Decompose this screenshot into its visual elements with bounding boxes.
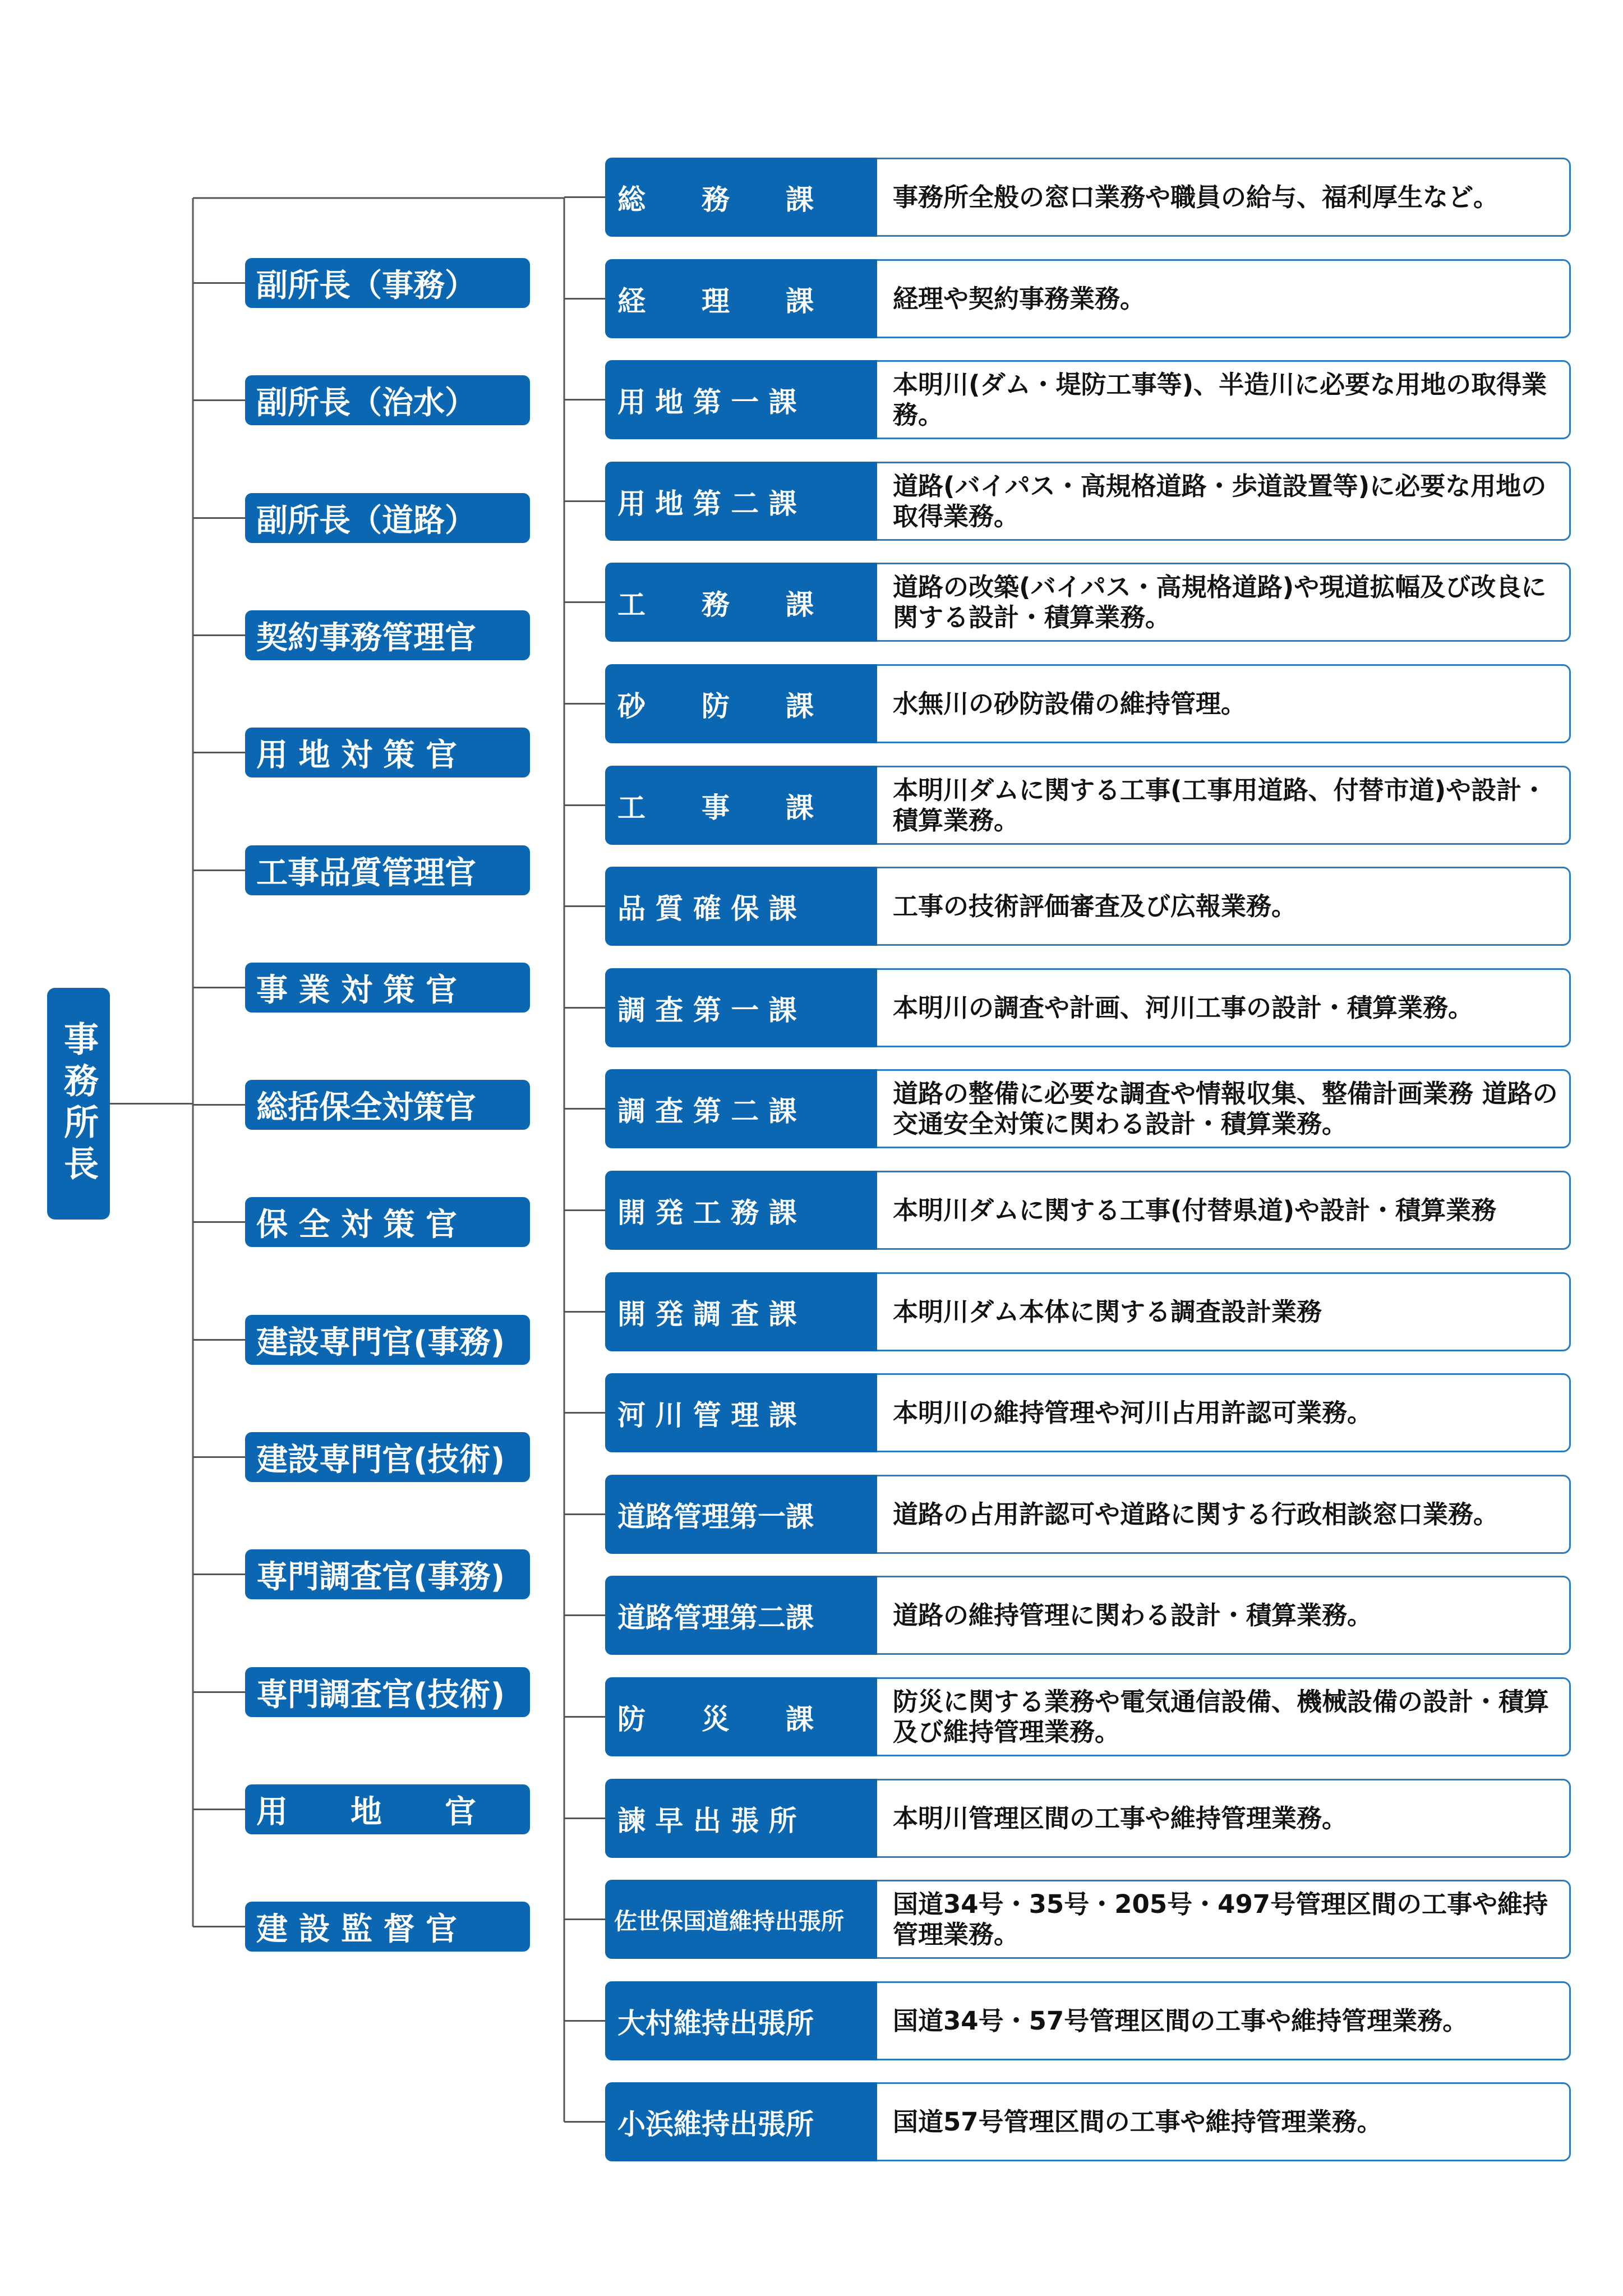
department-name-box xyxy=(605,664,877,743)
department-name-box xyxy=(605,563,877,642)
department-row xyxy=(605,360,1571,439)
department-description: 経理や契約事務業務。 xyxy=(893,283,1146,314)
department-name-box xyxy=(605,1981,877,2060)
department-name: 防 災 課 xyxy=(617,1703,814,1736)
department-description-box xyxy=(874,1171,1571,1250)
department-name: 調 査 第 二 課 xyxy=(617,1094,797,1128)
deputy-box xyxy=(245,728,530,777)
deputy-label: 専門調査官(技術) xyxy=(256,1676,505,1713)
department-row xyxy=(605,462,1571,541)
department-description-box xyxy=(874,158,1571,237)
department-description: 水無川の砂防設備の維持管理。 xyxy=(893,688,1247,719)
department-name: 工 事 課 xyxy=(617,791,814,824)
department-row xyxy=(605,1373,1571,1452)
deputy-box xyxy=(245,258,530,308)
deputy-box xyxy=(245,1667,530,1717)
department-name: 佐世保国道維持出張所 xyxy=(614,1908,844,1935)
department-name-box xyxy=(605,462,877,541)
department-description-box xyxy=(874,867,1571,946)
department-description: 本明川の調査や計画、河川工事の設計・積算業務。 xyxy=(893,992,1474,1023)
department-row xyxy=(605,1880,1571,1959)
deputy-label: 契約事務管理官 xyxy=(256,619,476,656)
department-description: 国道34号・57号管理区間の工事や維持管理業務。 xyxy=(893,2005,1468,2036)
deputy-label: 保 全 対 策 官 xyxy=(256,1206,457,1243)
department-row xyxy=(605,158,1571,237)
department-description: 国道57号管理区間の工事や維持管理業務。 xyxy=(893,2106,1382,2137)
department-description-box xyxy=(874,1981,1571,2060)
department-name-box xyxy=(605,1880,877,1959)
department-name-box xyxy=(605,1677,877,1756)
department-description: 道路の維持管理に関わる設計・積算業務。 xyxy=(893,1600,1373,1630)
department-name: 道路管理第一課 xyxy=(617,1500,814,1533)
department-name: 道路管理第二課 xyxy=(617,1601,814,1634)
deputy-label: 用 地 対 策 官 xyxy=(256,737,457,774)
deputy-box xyxy=(245,493,530,543)
department-description-box xyxy=(874,1880,1571,1959)
department-description-box xyxy=(874,1576,1571,1655)
department-name-box xyxy=(605,259,877,338)
department-name: 砂 防 課 xyxy=(617,689,814,723)
department-name: 開 発 調 査 課 xyxy=(617,1297,797,1331)
department-description: 道路の占用許認可や道路に関する行政相談窓口業務。 xyxy=(893,1499,1499,1529)
department-row xyxy=(605,1475,1571,1554)
department-name: 経 理 課 xyxy=(617,284,814,318)
deputy-label: 専門調査官(事務) xyxy=(256,1558,505,1595)
department-description: 道路の整備に必要な調査や情報収集、整備計画業務 道路の交通安全対策に関わる設計・積算業務。 xyxy=(893,1079,1558,1139)
department-name: 用 地 第 二 課 xyxy=(617,487,797,520)
deputy-label: 建 設 監 督 官 xyxy=(256,1911,457,1948)
department-description: 防災に関する業務や電気通信設備、機械設備の設計・積算及び維持管理業務。 xyxy=(893,1687,1550,1747)
deputy-label: 建設専門官(事務) xyxy=(256,1324,505,1361)
department-description-box xyxy=(874,1069,1571,1148)
deputy-box xyxy=(245,1315,530,1365)
department-description-box xyxy=(874,1272,1571,1351)
department-description-box xyxy=(874,259,1571,338)
department-name: 総 務 課 xyxy=(617,183,814,216)
department-description-box xyxy=(874,968,1571,1047)
deputy-box xyxy=(245,1080,530,1130)
department-name: 諫 早 出 張 所 xyxy=(617,1804,797,1837)
department-description: 工事の技術評価審査及び広報業務。 xyxy=(893,891,1297,921)
department-name: 大村維持出張所 xyxy=(617,2007,814,2040)
deputy-box xyxy=(245,963,530,1013)
department-description-box xyxy=(874,462,1571,541)
deputy-box xyxy=(245,1784,530,1834)
deputy-label: 総括保全対策官 xyxy=(256,1089,476,1126)
department-name: 用 地 第 一 課 xyxy=(617,385,797,418)
office-director-label: 事務所長 xyxy=(58,1020,99,1187)
department-name-box xyxy=(605,1475,877,1554)
deputy-box xyxy=(245,1902,530,1952)
department-description-box xyxy=(874,563,1571,642)
office-director-box xyxy=(47,988,110,1220)
department-row xyxy=(605,968,1571,1047)
department-description: 道路(バイパス・高規格道路・歩道設置等)に必要な用地の取得業務。 xyxy=(893,471,1547,531)
department-name-box xyxy=(605,1576,877,1655)
deputy-label: 事 業 対 策 官 xyxy=(256,972,457,1009)
department-name-box xyxy=(605,2082,877,2161)
department-name: 開 発 工 務 課 xyxy=(617,1196,797,1229)
department-row xyxy=(605,563,1571,642)
department-row xyxy=(605,2082,1571,2161)
department-name-box xyxy=(605,968,877,1047)
department-name: 工 務 課 xyxy=(617,588,814,621)
department-row xyxy=(605,1677,1571,1756)
department-description-box xyxy=(874,360,1571,439)
deputy-label: 建設専門官(技術) xyxy=(256,1441,505,1478)
department-name: 小浜維持出張所 xyxy=(617,2108,814,2141)
department-description: 道路の改築(バイパス・高規格道路)や現道拡幅及び改良に関する設計・積算業務。 xyxy=(893,572,1547,632)
department-description-box xyxy=(874,1779,1571,1858)
department-description: 本明川の維持管理や河川占用許認可業務。 xyxy=(893,1397,1373,1428)
department-description-box xyxy=(874,766,1571,845)
deputy-box xyxy=(245,1197,530,1247)
deputy-label: 工事品質管理官 xyxy=(256,854,476,891)
deputy-label: 副所長（治水） xyxy=(256,384,476,421)
department-description: 本明川ダム本体に関する調査設計業務 xyxy=(893,1296,1322,1327)
department-name-box xyxy=(605,158,877,237)
deputy-box xyxy=(245,845,530,895)
department-name-box xyxy=(605,360,877,439)
department-name: 品 質 確 保 課 xyxy=(617,892,797,925)
department-row xyxy=(605,1069,1571,1148)
department-row xyxy=(605,1272,1571,1351)
department-description: 本明川管理区間の工事や維持管理業務。 xyxy=(893,1803,1348,1833)
deputy-label: 用 地 官 xyxy=(256,1793,476,1830)
department-description-box xyxy=(874,1373,1571,1452)
department-name: 河 川 管 理 課 xyxy=(617,1398,797,1432)
department-row xyxy=(605,1981,1571,2060)
deputy-box xyxy=(245,1432,530,1482)
department-row xyxy=(605,766,1571,845)
department-description-box xyxy=(874,664,1571,743)
deputy-box xyxy=(245,610,530,660)
department-description: 国道34号・35号・205号・497号管理区間の工事や維持管理業務。 xyxy=(893,1889,1548,1949)
department-name: 調 査 第 一 課 xyxy=(617,993,797,1027)
department-name-box xyxy=(605,1069,877,1148)
department-description: 本明川(ダム・堤防工事等)、半造川に必要な用地の取得業務。 xyxy=(893,370,1547,430)
department-row xyxy=(605,1576,1571,1655)
department-description: 本明川ダムに関する工事(付替県道)や設計・積算業務 xyxy=(893,1195,1497,1225)
department-name-box xyxy=(605,1373,877,1452)
department-row xyxy=(605,1779,1571,1858)
department-row xyxy=(605,1171,1571,1250)
deputy-label: 副所長（事務） xyxy=(256,267,476,304)
department-row xyxy=(605,259,1571,338)
deputy-box xyxy=(245,375,530,425)
department-description-box xyxy=(874,1475,1571,1554)
department-row xyxy=(605,867,1571,946)
department-description: 事務所全般の窓口業務や職員の給与、福利厚生など。 xyxy=(893,182,1499,212)
department-name-box xyxy=(605,1171,877,1250)
department-name-box xyxy=(605,766,877,845)
department-description-box xyxy=(874,2082,1571,2161)
department-name-box xyxy=(605,867,877,946)
department-row xyxy=(605,664,1571,743)
department-name-box xyxy=(605,1779,877,1858)
department-name-box xyxy=(605,1272,877,1351)
department-description-box xyxy=(874,1677,1571,1756)
deputy-label: 副所長（道路） xyxy=(256,502,476,539)
department-description: 本明川ダムに関する工事(工事用道路、付替市道)や設計・積算業務。 xyxy=(893,775,1547,835)
deputy-box xyxy=(245,1549,530,1599)
